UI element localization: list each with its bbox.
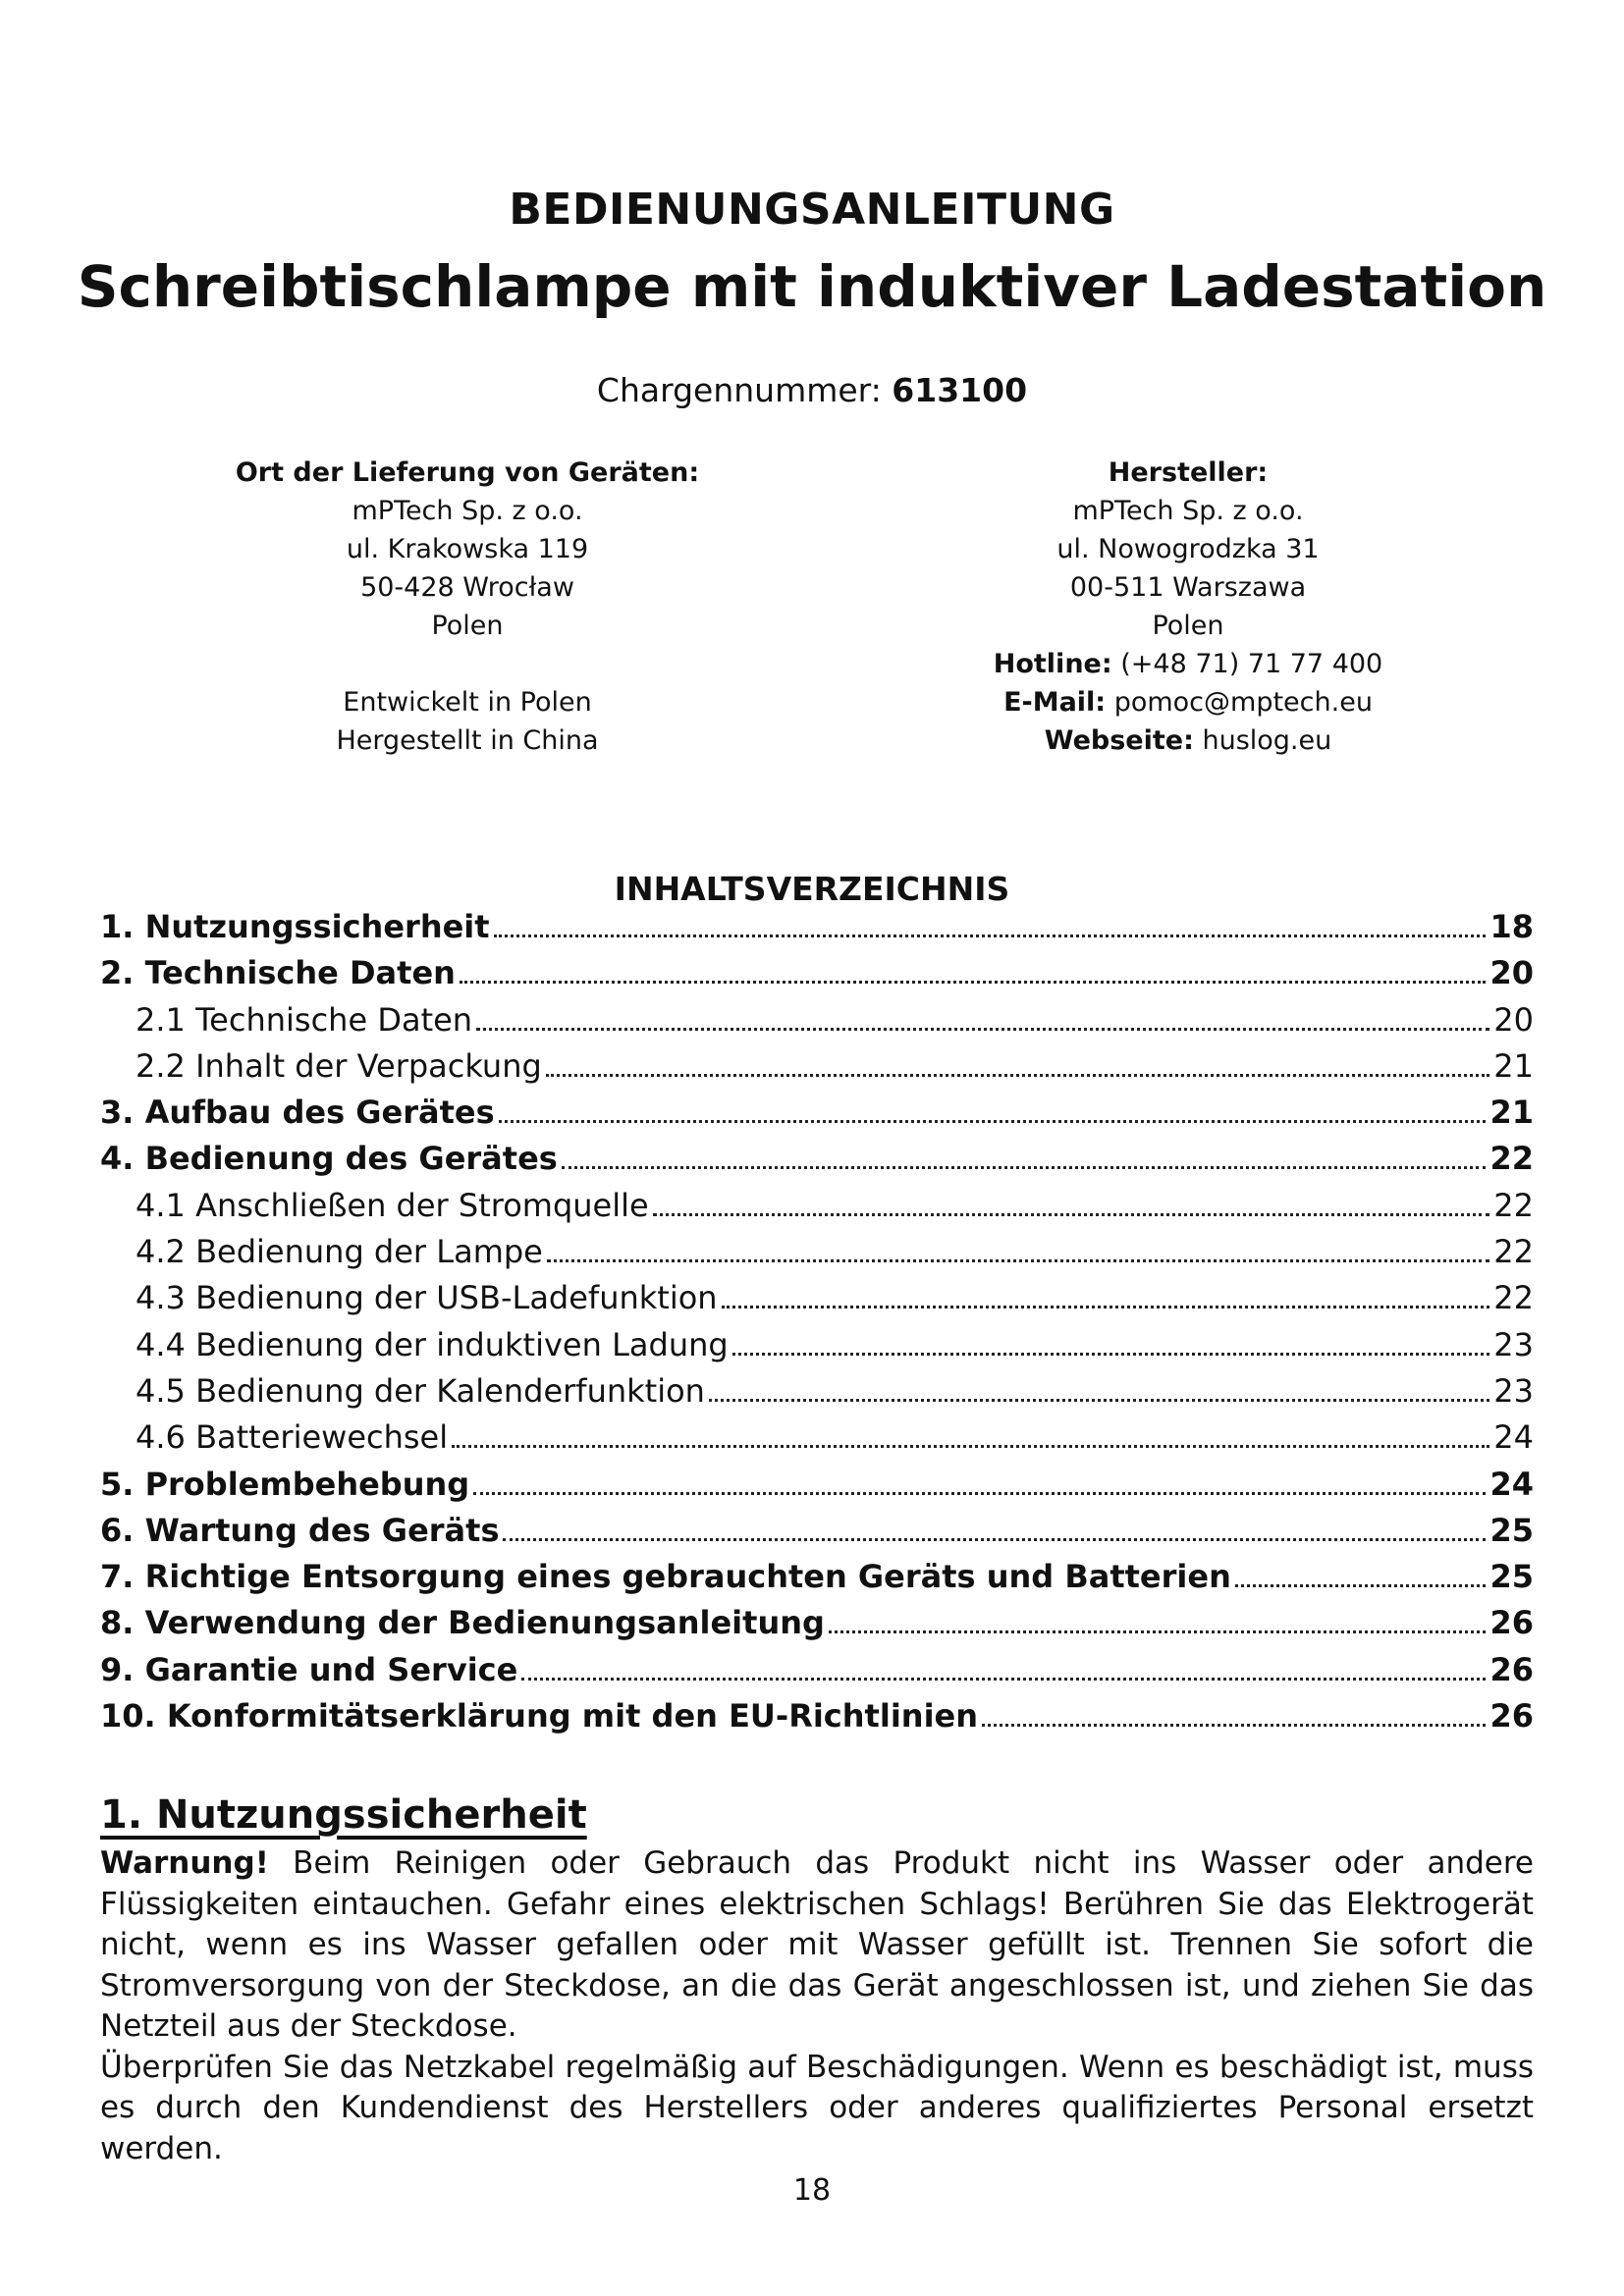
toc-entry-title: 2.1 Technische Daten (135, 1000, 473, 1039)
toc-entry-page: 26 (1489, 1697, 1534, 1735)
toc-subentry[interactable] (100, 1047, 1534, 1094)
toc-entry-title: 10. Konformitätserklärung mit den EU-Richtlinien (100, 1697, 979, 1735)
manufacturer-street: ul. Nowogrodzka 31 (1056, 534, 1320, 564)
toc-entry-title: 4.4 Bedienung der induktiven Ladung (135, 1325, 729, 1363)
cable-paragraph: Überprüfen Sie das Netzkabel regelmäßig auf Beschädigungen. Wenn es beschädigt ist, muss es durch den Kundendienst des Herstellers oder anderes qualifiziertes Personal ersetzt werden. (100, 2049, 1534, 2166)
toc-entry-title: 4.5 Bedienung der Kalenderfunktion (135, 1371, 705, 1410)
toc-leader-dots (829, 1630, 1487, 1633)
hotline-label: Hotline: (993, 649, 1112, 679)
delivery-country: Polen (431, 611, 504, 641)
manufacturer-heading: Hersteller: (1108, 457, 1269, 488)
delivery-city: 50-428 Wrocław (360, 572, 574, 603)
toc-entry-title: 9. Garantie und Service (100, 1650, 518, 1688)
toc-entry[interactable] (100, 1094, 1534, 1140)
toc-entry-page: 24 (1493, 1418, 1534, 1457)
warning-text: Beim Reinigen oder Gebrauch das Produkt nicht ins Wasser oder andere Flüssigkeiten eintauchen. Gefahr eines elektrischen Schlags! Berühren Sie das Elektrogerät nicht, wenn es ins Wasser gefallen oder mit Wasser gefüllt ist. Trennen Sie sofort die Stromversorgung von der Steckdose, an die das Gerät angeschlossen ist, und ziehen Sie das Netzteil aus der Steckdose. (100, 1845, 1534, 2044)
toc-leader-dots (722, 1306, 1490, 1308)
toc-entry[interactable] (100, 1651, 1534, 1697)
delivery-address-block (192, 454, 742, 760)
toc-leader-dots (982, 1724, 1486, 1727)
toc-entry-page: 22 (1493, 1233, 1534, 1271)
toc-entry[interactable] (100, 908, 1534, 954)
hotline-line (913, 645, 1463, 683)
toc-entry[interactable] (100, 1512, 1534, 1558)
delivery-company: mPTech Sp. z o.o. (352, 496, 583, 526)
website-link[interactable]: huslog.eu (1202, 725, 1332, 756)
toc-leader-dots (494, 934, 1487, 937)
toc-leader-dots (476, 1028, 1489, 1031)
toc-entry[interactable] (100, 1140, 1534, 1186)
toc-leader-dots (452, 1445, 1489, 1448)
toc-leader-dots (460, 981, 1487, 984)
toc-heading: INHALTSVERZEICHNIS (614, 870, 1010, 908)
toc-entry-page: 21 (1493, 1046, 1534, 1085)
toc-leader-dots (473, 1492, 1486, 1495)
document-type: BEDIENUNGSANLEITUNG (509, 185, 1115, 235)
toc-subentry[interactable] (100, 1187, 1534, 1233)
toc-entry-title: 7. Richtige Entsorgung eines gebrauchten Geräts und Batterien (100, 1558, 1231, 1596)
website-label: Webseite: (1044, 725, 1194, 756)
toc-subentry[interactable] (100, 1372, 1534, 1418)
toc-subentry[interactable] (100, 1326, 1534, 1372)
toc-leader-dots (562, 1166, 1487, 1169)
toc-leader-dots (732, 1353, 1490, 1356)
toc-entry-title: 4.3 Bedienung der USB-Ladefunktion (135, 1279, 718, 1317)
toc-leader-dots (546, 1074, 1489, 1077)
toc-entry-page: 22 (1493, 1186, 1534, 1224)
toc-entry-title: 8. Verwendung der Bedienungsanleitung (100, 1604, 825, 1642)
toc-entry-page: 26 (1489, 1604, 1534, 1642)
toc-entry-page: 23 (1493, 1325, 1534, 1363)
toc-entry-page: 20 (1489, 954, 1534, 992)
toc-entry-page: 25 (1489, 1558, 1534, 1596)
toc-entry-title: 4. Bedienung des Gerätes (100, 1140, 558, 1178)
toc-entry[interactable] (100, 1466, 1534, 1512)
warning-paragraph (100, 1843, 1534, 2048)
batch-number: 613100 (892, 371, 1028, 409)
section-heading: 1. Nutzungssicherheit (100, 1792, 587, 1838)
toc-entry-page: 20 (1493, 1000, 1534, 1039)
toc-entry-page: 23 (1493, 1371, 1534, 1410)
toc-entry-page: 22 (1493, 1279, 1534, 1317)
manufacturer-company: mPTech Sp. z o.o. (1072, 496, 1304, 526)
developed-in: Entwickelt in Polen (343, 687, 592, 718)
toc-leader-dots (499, 1120, 1487, 1123)
toc-entry-title: 3. Aufbau des Gerätes (100, 1094, 495, 1132)
toc-entry-title: 6. Wartung des Geräts (100, 1511, 500, 1549)
toc-leader-dots (709, 1399, 1489, 1402)
toc-entry-title: 4.6 Batteriewechsel (135, 1418, 449, 1457)
toc-entry-title: 2.2 Inhalt der Verpackung (135, 1046, 542, 1085)
toc-subentry[interactable] (100, 1001, 1534, 1047)
toc-entry-page: 18 (1489, 908, 1534, 945)
toc-leader-dots (1235, 1584, 1487, 1587)
toc-subentry[interactable] (100, 1279, 1534, 1325)
toc-entry-page: 21 (1489, 1094, 1534, 1132)
website-line (913, 721, 1463, 760)
toc-entry-title: 2. Technische Daten (100, 954, 456, 992)
toc-subentry[interactable] (100, 1418, 1534, 1465)
toc-entry[interactable] (100, 1604, 1534, 1650)
toc-entry[interactable] (100, 1558, 1534, 1604)
toc-entry-title: 4.2 Bedienung der Lampe (135, 1233, 543, 1271)
toc-leader-dots (653, 1213, 1490, 1216)
toc-leader-dots (503, 1538, 1486, 1541)
toc-entry[interactable] (100, 1697, 1534, 1743)
batch-number-line (0, 371, 1624, 409)
email-label: E-Mail: (1003, 687, 1107, 718)
table-of-contents (100, 908, 1534, 1743)
email-address[interactable]: pomoc@mptech.eu (1113, 687, 1373, 718)
toc-entry-page: 26 (1489, 1650, 1534, 1688)
document-title: Schreibtischlampe mit induktiver Ladestation (77, 253, 1547, 320)
toc-entry-title: 4.1 Anschließen der Stromquelle (135, 1186, 649, 1224)
toc-entry-page: 24 (1489, 1465, 1534, 1503)
email-line (913, 683, 1463, 721)
page-number: 18 (792, 2173, 832, 2208)
toc-leader-dots (521, 1678, 1486, 1681)
toc-leader-dots (547, 1259, 1489, 1262)
toc-entry-page: 25 (1489, 1511, 1534, 1549)
section-body (100, 1843, 1534, 2169)
batch-label: Chargennummer: (596, 371, 882, 409)
toc-entry[interactable] (100, 954, 1534, 1000)
warning-label: Warnung! (100, 1845, 269, 1881)
toc-entry-page: 22 (1489, 1140, 1534, 1178)
delivery-heading: Ort der Lieferung von Geräten: (235, 457, 700, 488)
manufacturer-country: Polen (1152, 611, 1224, 641)
toc-entry-title: 1. Nutzungssicherheit (100, 908, 490, 945)
toc-entry-title: 5. Problembehebung (100, 1465, 470, 1503)
toc-subentry[interactable] (100, 1233, 1534, 1279)
delivery-street: ul. Krakowska 119 (346, 534, 589, 564)
manufacturer-city: 00-511 Warszawa (1069, 572, 1307, 603)
hotline-number: (+48 71) 71 77 400 (1120, 649, 1383, 679)
manufacturer-address-block (913, 454, 1463, 760)
made-in: Hergestellt in China (336, 725, 599, 756)
